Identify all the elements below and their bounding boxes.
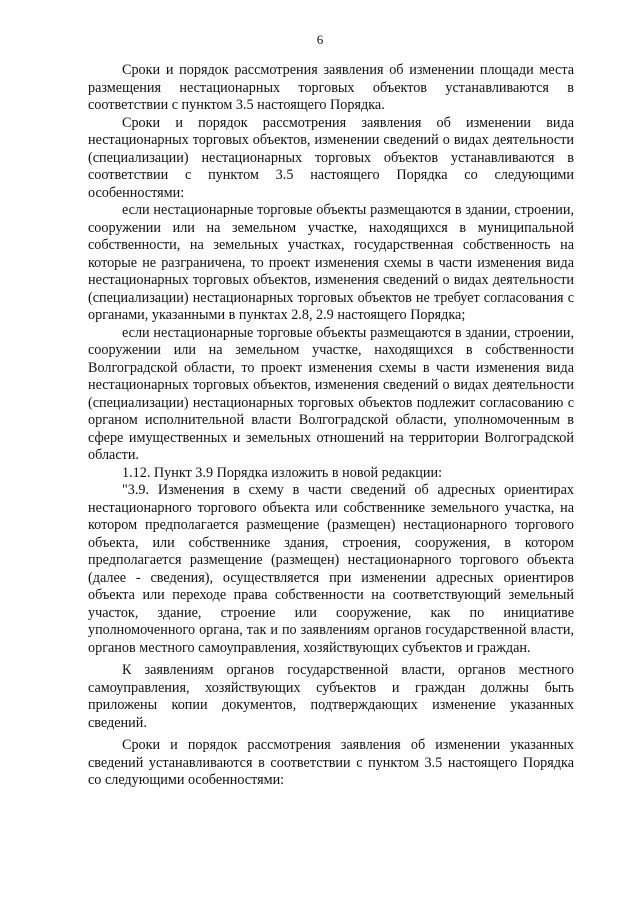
paragraph-item-3-9: "3.9. Изменения в схему в части сведений об адресных ориентирах нестационарного торгового объекта или собственнике земельного участка, на котором предполагается размещение (размещен) нестационарного торгового объекта, или собственнике здания, строения, сооружения, в котором предполагается размещение (размещен) нестационарного торгового объекта (далее - сведения), осуществляется при изменении адресных ориентиров объекта или переходе права собственности на соответствующий земельный участок, здание, строение или сооружение, как по инициативе уполномоченного органа, так и по заявлениям органов государственной власти, органов местного самоуправления, хозяйствующих субъектов и граждан. xyxy=(88,482,574,656)
paragraph-municipal-property-case: если нестационарные торговые объекты размещаются в здании, строении, сооружении или на земельном участке, находящихся в муниципальной собственности, на земельных участках, государственная собственность на которые не разграничена, то проект изменения схемы в части изменения вида нестационарных торговых объектов, изменения сведений о видах деятельности (специализации) нестационарных торговых объектов не требует согласования с органами, указанными в пунктах 2.8, 2.9 настоящего Порядка; xyxy=(88,202,574,323)
paragraph-attachments: К заявлениям органов государственной власти, органов местного самоуправления, хозяйствующих субъектов и граждан должны быть приложены копии документов, подтверждающих изменение указанных сведений. xyxy=(88,662,574,731)
paragraph-area-change-terms: Сроки и порядок рассмотрения заявления об изменении площади места размещения нестационарных торговых объектов устанавливаются в соответствии с пунктом 3.5 настоящего Порядка. xyxy=(88,62,574,113)
paragraph-regional-property-case: если нестационарные торговые объекты размещаются в здании, строении, сооружении или на земельном участке, находящихся в собственности Волгоградской области, то проект изменения схемы в части изменения вида нестационарных торговых объектов, изменения сведений о видах деятельности (специализации) нестационарных торговых объектов подлежит согласованию с органом исполнительной власти Волгоградской области, уполномоченным в сфере имущественных и земельных отношений на территории Волгоградской области. xyxy=(88,324,574,463)
paragraph-review-terms: Сроки и порядок рассмотрения заявления об изменении указанных сведений устанавливаются в соответствии с пунктом 3.5 настоящего Порядка со следующими особенностями: xyxy=(88,737,574,788)
paragraph-item-1-12: 1.12. Пункт 3.9 Порядка изложить в новой редакции: xyxy=(122,464,443,481)
paragraph-type-change-terms: Сроки и порядок рассмотрения заявления об изменении вида нестационарных торговых объектов, изменении сведений о видах деятельности (специализации) нестационарных торговых объектов устанавливаются в соответствии с пунктом 3.5 настоящего Порядка со следующими особенностями: xyxy=(88,114,574,201)
document-body xyxy=(88,62,574,790)
page-number: 6 xyxy=(316,32,324,47)
